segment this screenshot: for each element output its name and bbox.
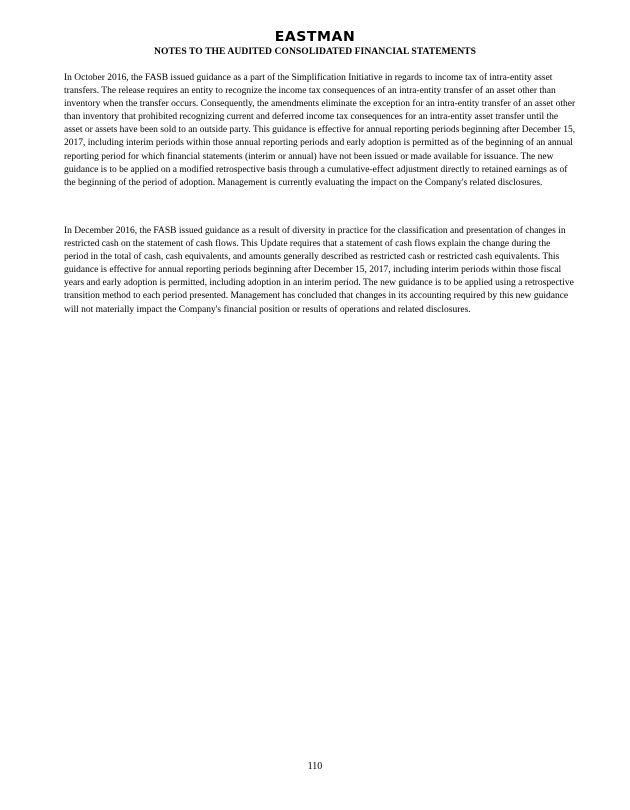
page-title: NOTES TO THE AUDITED CONSOLIDATED FINANCIAL STATEMENTS (153, 46, 477, 57)
page-number: 110 (307, 761, 323, 772)
company-logo: EASTMAN (274, 30, 356, 45)
paragraph-restricted-cash: In December 2016, the FASB issued guidance as a result of diversity in practice for the classification and presentation of changes in restricted cash on the statement of cash flows. This Update requires that a statement of cash flows explain the change during the period in the total of cash, cash equivalents, and amounts generally described as restricted cash or restricted cash equivalents. This guidance is effective for annual reporting periods beginning after December 15, 2017, including interim periods within those fiscal years and early adoption is permitted, including adoption in an interim period. The new guidance is to be applied using a retrospective transition method to each period presented. Management has concluded that changes in its accounting required by this new guidance will not materially impact the Company's financial position or results of operations and related disclosures. (64, 226, 574, 315)
paragraph-intra-entity-transfers: In October 2016, the FASB issued guidance as a part of the Simplification Initiative in regards to income tax of intra-entity asset transfers. The release requires an entity to recognize the income tax consequences of an intra-entity transfer of an asset other than inventory when the transfer occurs. Consequently, the amendments eliminate the exception for an intra-entity transfer of an asset other than inventory that prohibited recognizing current and deferred income tax consequences for an intra-entity asset transfer until the asset or assets have been sold to an outside party. This guidance is effective for annual reporting periods beginning after December 15, 2017, including interim periods within those annual reporting periods and early adoption is permitted as of the beginning of an annual reporting period for which financial statements (interim or annual) have not been issued or made available for issuance. The new guidance is to be applied on a modified retrospective basis through a cumulative-effect adjustment directly to retained earnings as of the beginning of the period of adoption. Management is currently evaluating the impact on the Company's related disclosures. (64, 73, 576, 188)
